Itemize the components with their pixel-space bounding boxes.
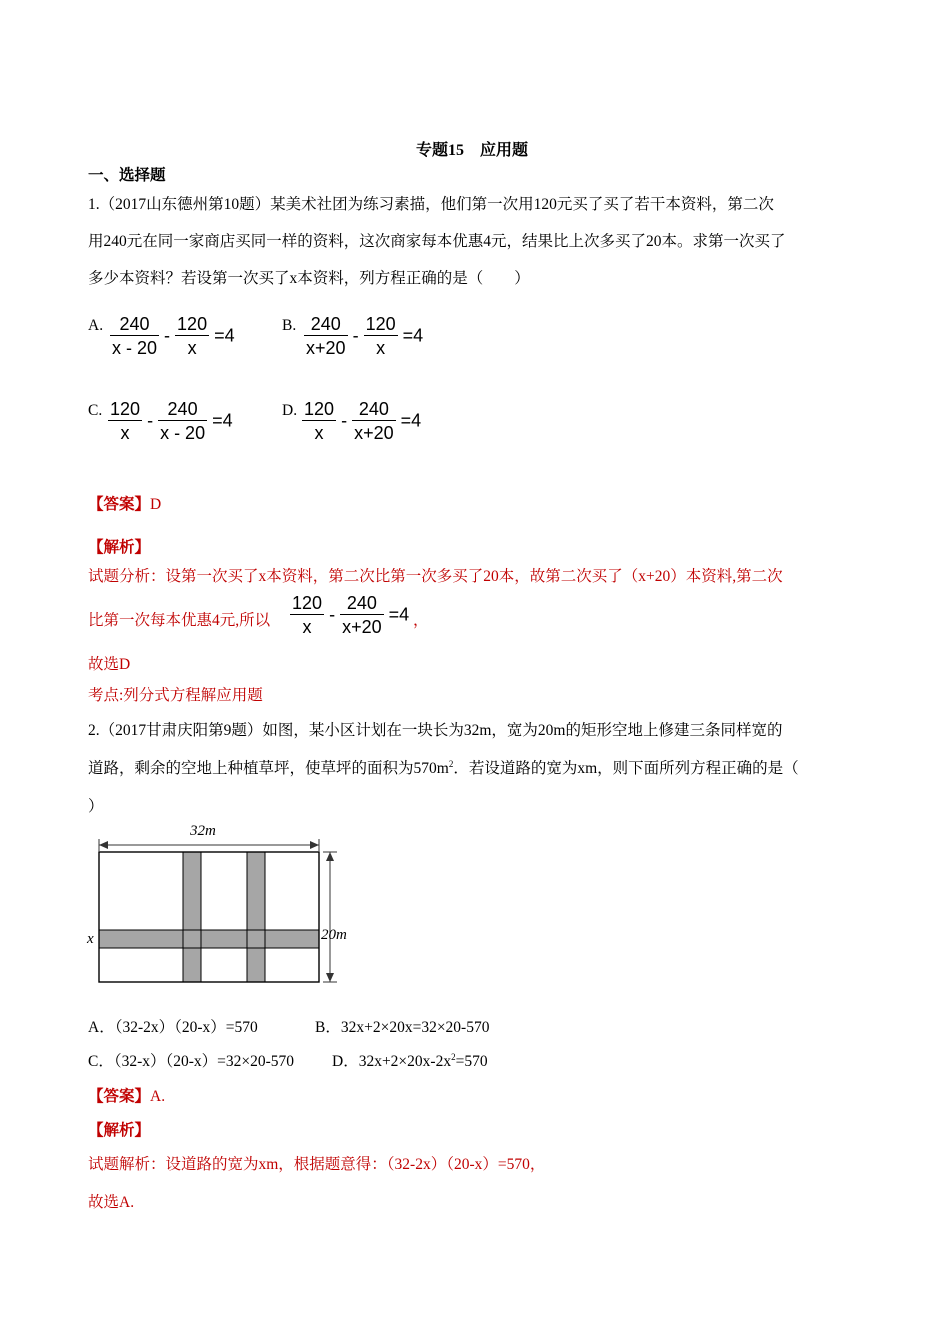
q2-option-c: C．（32-x）（20-x）=32×20-570 <box>88 1053 295 1070</box>
q2-answer: 【答案】A. <box>88 1088 166 1105</box>
q1-analysis-line-1: 试题分析：设第一次买了x本资料，第二次比第一次多买了20本，故第二次买了（x+20）本资料,第二次 <box>88 568 783 585</box>
minus-sign: - <box>341 410 353 431</box>
q1-analysis-line-2-end: ， <box>413 612 429 629</box>
minus-sign: - <box>147 410 159 431</box>
fraction: $\frac{120}{x}$ <box>365 314 396 358</box>
minus-sign: - <box>164 325 176 346</box>
option-label: C. <box>88 402 103 419</box>
q2-line-2: 道路，剩余的空地上种植草坪，使草坪的面积为$570m^2$．若设道路的宽为xm，则下面所列方程正确的是（ <box>88 758 799 777</box>
q2-analysis-line-2: 故选A. <box>88 1194 135 1211</box>
left-label: x <box>87 931 94 947</box>
right-label: 20m <box>321 927 347 943</box>
q2-option-b: B．32x+2×20x=32×20-570 <box>315 1019 490 1036</box>
q1-line-1: 1.（2017山东德州第10题）某美术社团为练习素描，他们第一次用120元买了买了若干本资料，第二次 <box>88 196 774 213</box>
q1-analysis-label: 【解析】 <box>88 539 151 556</box>
q1-analysis-line-4: 考点:列分式方程解应用题 <box>88 687 263 704</box>
q1-line-2: 用240元在同一家商店买同一样的资料，这次商家每本优惠4元，结果比上次多买了20本。求第一次买了 <box>88 233 786 250</box>
fraction: $\frac{240}{x - 20}$ <box>112 314 158 358</box>
arrow-down-icon <box>326 973 334 982</box>
fraction: $\frac{120}{x}$ <box>110 399 141 443</box>
section-heading: 一、选择题 <box>88 167 166 184</box>
horizontal-road <box>99 930 319 948</box>
q2-option-d: D．$32x+2\times 20x-2x^2=570$ <box>332 1051 488 1070</box>
fraction: $\frac{120}{x}$ <box>304 399 335 443</box>
fraction: $\frac{240}{x+20}$ <box>354 399 394 443</box>
equation-rhs: =4 <box>212 410 233 431</box>
q1-analysis-equation: $\frac{120}{x}$ - $\frac{240}{x+20}$ =4 <box>292 593 410 637</box>
q1-analysis-line-2-text: 比第一次每本优惠4元,所以 <box>88 612 271 629</box>
arrow-up-icon <box>326 852 334 861</box>
q2-analysis-line-1: 试题解析：设道路的宽为xm，根据题意得：（32-2x）（20-x）=570， <box>88 1156 546 1173</box>
minus-sign: - <box>352 325 364 346</box>
fraction: $\frac{120}{x}$ <box>177 314 208 358</box>
top-label: 32m <box>190 823 216 839</box>
option-label: A. <box>88 317 104 334</box>
q1-answer: 【答案】D <box>88 496 162 513</box>
equation-rhs: =4 <box>400 410 422 431</box>
rectangle-road-figure <box>80 815 370 995</box>
page-title: 专题15 应用题 <box>416 142 529 159</box>
arrow-left-icon <box>99 841 108 849</box>
q2-line-3: ） <box>88 798 104 815</box>
q2-option-a: A．（32-2x）（20-x）=570 <box>88 1019 258 1036</box>
option-label: D. <box>282 402 298 419</box>
equation-rhs: =4 <box>402 325 424 346</box>
q1-analysis-line-3: 故选D <box>88 656 131 673</box>
lot-outline <box>99 852 319 982</box>
option-label: B. <box>282 317 297 334</box>
equation-rhs: =4 <box>214 325 235 346</box>
fraction: $\frac{240}{x+20}$ <box>306 314 346 358</box>
q2-line-1: 2.（2017甘肃庆阳第9题）如图，某小区计划在一块长为32m，宽为20m的矩形空地上修建三条同样宽的 <box>88 722 783 739</box>
arrow-right-icon <box>310 841 319 849</box>
vertical-road-1 <box>183 852 201 982</box>
fraction: $\frac{240}{x - 20}$ <box>160 399 206 443</box>
vertical-road-2 <box>247 852 265 982</box>
q2-analysis-label: 【解析】 <box>88 1122 151 1139</box>
q1-line-3: 多少本资料？若设第一次买了x本资料，列方程正确的是（ ） <box>88 270 530 287</box>
